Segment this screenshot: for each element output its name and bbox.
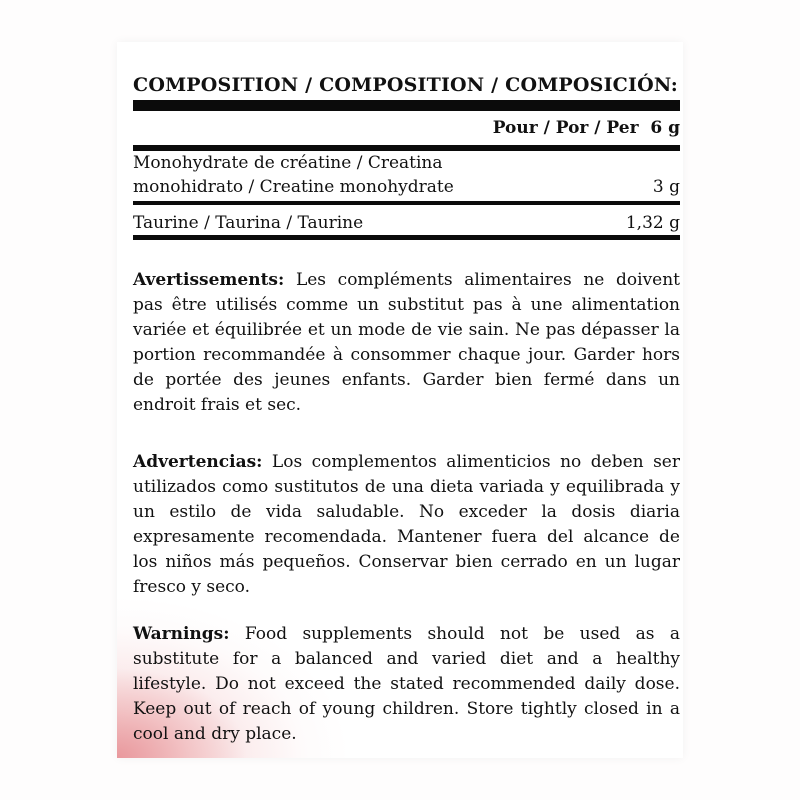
serving-size-header: Pour / Por / Per 6 g <box>492 118 680 138</box>
label-content <box>133 42 680 747</box>
warning-heading-es: Advertencias: <box>133 452 263 472</box>
warning-heading-en: Warnings: <box>133 624 230 644</box>
warning-heading-fr: Avertissements: <box>133 270 285 290</box>
warning-body-es: Los complementos alimenticios no deben ser utilizados como sustitutos de una dieta variada y equilibrada y un estilo de vida saludable. No exceder la dosis diaria expresamente recomendada. Mantener fuera del alcance de los niños más pequeños. Conservar bien cerrado en un lugar fresco y seco. <box>133 452 680 597</box>
row-divider <box>133 235 680 240</box>
warning-paragraph-fr <box>133 268 680 418</box>
ingredient-name-line2: monohidrato / Creatine monohydrate <box>133 177 454 197</box>
ingredient-name-line1: Monohydrate de créatine / Creatina <box>133 153 443 173</box>
ingredient-amount: 1,32 g <box>625 213 680 233</box>
warning-paragraph-es <box>133 450 680 600</box>
composition-title: COMPOSITION / COMPOSITION / COMPOSICIÓN: <box>133 74 678 96</box>
ingredient-row-creatine <box>133 151 680 205</box>
warning-body-fr: Les compléments alimentaires ne doivent pas être utilisés comme un substitut pas à une alimentation variée et équilibrée et un mode de vie sain. Ne pas dépasser la portion recommandée à consommer chaque jour. Garder hors de portée des jeunes enfants. Garder bien fermé dans un endroit frais et sec. <box>133 270 681 415</box>
warning-body-en: Food supplements should not be used as a substitute for a balanced and varied diet and a healthy lifestyle. Do not exceed the stated recommended daily dose. Keep out of reach of young children. Store tightly closed in a cool and dry place. <box>133 624 680 744</box>
ingredient-name: Taurine / Taurina / Taurine <box>133 213 364 233</box>
label-panel <box>117 42 683 758</box>
ingredient-amount: 3 g <box>652 177 680 197</box>
warning-paragraph-en <box>133 622 680 747</box>
title-divider-bar <box>133 100 680 111</box>
ingredient-row-taurine <box>133 205 680 240</box>
